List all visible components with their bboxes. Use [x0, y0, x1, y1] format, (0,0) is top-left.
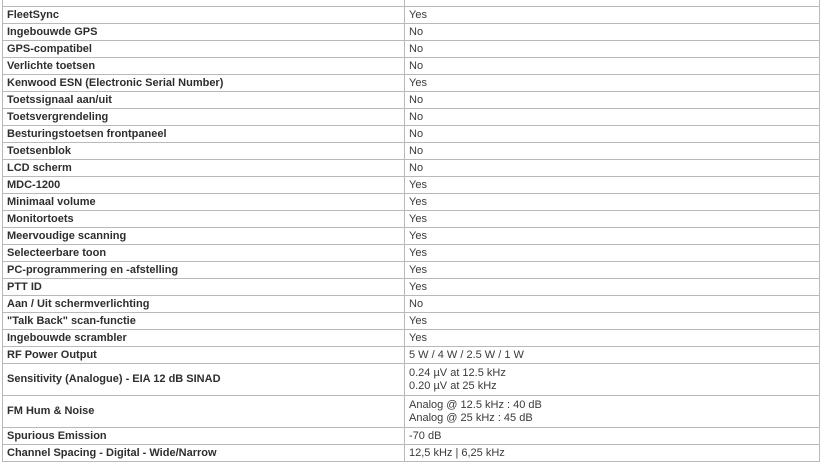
table-row [3, 211, 820, 228]
spec-value [405, 58, 820, 75]
table-row [3, 92, 820, 109]
specifications-table [2, 0, 820, 462]
table-row [3, 7, 820, 24]
spec-value [405, 364, 820, 396]
spec-table-container [2, 0, 820, 462]
table-row [3, 75, 820, 92]
spec-label: LCD scherm [3, 160, 405, 177]
spec-value [405, 279, 820, 296]
spec-value-line: Yes [409, 178, 427, 191]
spec-label: Toetssignaal aan/uit [3, 92, 405, 109]
spec-label: Selecteerbare toon [3, 245, 405, 262]
spec-value-line: Yes [409, 280, 427, 293]
spec-label: GPS-compatibel [3, 41, 405, 58]
specifications-table-body [3, 0, 820, 462]
spec-value-line: Yes [409, 331, 427, 344]
spec-value-line: No [409, 59, 424, 72]
spec-label: Ingebouwde GPS [3, 24, 405, 41]
spec-value-line: -70 dB [409, 429, 442, 442]
spec-value [405, 160, 820, 177]
table-row [3, 109, 820, 126]
spec-value [405, 41, 820, 58]
spec-value [405, 313, 820, 330]
table-row [3, 330, 820, 347]
table-row [3, 445, 820, 462]
spec-value-line: No [409, 42, 424, 55]
spec-value-line: Yes [409, 76, 427, 89]
spec-value [405, 396, 820, 428]
spec-label: Besturingstoetsen frontpaneel [3, 126, 405, 143]
table-row [3, 126, 820, 143]
spec-label: Spurious Emission [3, 428, 405, 445]
spec-value-line: Yes [409, 229, 427, 242]
spec-value-line: No [409, 93, 424, 106]
table-row [3, 228, 820, 245]
table-row [3, 364, 820, 396]
spec-value [405, 262, 820, 279]
spec-label: MDC-1200 [3, 177, 405, 194]
spec-value [405, 211, 820, 228]
spec-label: Kenwood ESN (Electronic Serial Number) [3, 75, 405, 92]
spec-value [405, 194, 820, 211]
spec-value [405, 330, 820, 347]
spec-label: Sensitivity (Analogue) - EIA 12 dB SINAD [3, 364, 405, 396]
table-row [3, 279, 820, 296]
spec-value-line: No [409, 110, 424, 123]
spec-label: PTT ID [3, 279, 405, 296]
table-row [3, 245, 820, 262]
table-row [3, 160, 820, 177]
spec-value-line: Yes [409, 195, 427, 208]
spec-value-line: 0.20 µV at 25 kHz [409, 379, 497, 392]
spec-label: Ingebouwde scrambler [3, 330, 405, 347]
table-row [3, 194, 820, 211]
spec-label: Toetsenblok [3, 143, 405, 160]
spec-value [405, 109, 820, 126]
spec-value-line: 5 W / 4 W / 2.5 W / 1 W [409, 348, 524, 361]
spec-value [405, 126, 820, 143]
spec-value-line: No [409, 127, 424, 140]
spec-value-line: No [409, 144, 424, 157]
spec-label: Monitortoets [3, 211, 405, 228]
table-row [3, 58, 820, 75]
spec-label: Verlichte toetsen [3, 58, 405, 75]
table-row [3, 347, 820, 364]
spec-value-line: Yes [409, 314, 427, 327]
spec-label: "Talk Back" scan-functie [3, 313, 405, 330]
spec-label: Meervoudige scanning [3, 228, 405, 245]
table-row [3, 396, 820, 428]
table-row [3, 262, 820, 279]
table-row [3, 296, 820, 313]
table-row [3, 24, 820, 41]
spec-label: FleetSync [3, 7, 405, 24]
spec-label: Channel Spacing - Digital - Wide/Narrow [3, 445, 405, 462]
spec-value [405, 296, 820, 313]
table-row [3, 177, 820, 194]
spec-value [405, 92, 820, 109]
spec-value [405, 228, 820, 245]
spec-value [405, 24, 820, 41]
spec-value-line: Yes [409, 263, 427, 276]
spec-label: Aan / Uit schermverlichting [3, 296, 405, 313]
spec-value [405, 7, 820, 24]
spec-label: FM Hum & Noise [3, 396, 405, 428]
spec-value [405, 347, 820, 364]
spec-label: RF Power Output [3, 347, 405, 364]
spec-label: Toetsvergrendeling [3, 109, 405, 126]
table-row [3, 143, 820, 160]
spec-value [405, 177, 820, 194]
spec-value-line: No [409, 297, 424, 310]
spec-value-line: No [409, 161, 424, 174]
spec-value [405, 428, 820, 445]
spec-value [405, 75, 820, 92]
spec-value-line: Yes [409, 212, 427, 225]
spec-value-line: 0.24 µV at 12.5 kHz [409, 366, 506, 379]
spec-value-line: Analog @ 25 kHz : 45 dB [409, 411, 533, 424]
spec-label: PC-programmering en -afstelling [3, 262, 405, 279]
spec-value [405, 143, 820, 160]
spec-value-line: Yes [409, 8, 427, 21]
table-row [3, 428, 820, 445]
spec-value [405, 445, 820, 462]
table-row [3, 313, 820, 330]
spec-value-line: Yes [409, 246, 427, 259]
spec-value-line: 12,5 kHz | 6,25 kHz [409, 446, 505, 459]
spec-label: Minimaal volume [3, 194, 405, 211]
spec-value-line: Analog @ 12.5 kHz : 40 dB [409, 398, 542, 411]
table-row [3, 41, 820, 58]
spec-value-line: No [409, 25, 424, 38]
spec-value [405, 245, 820, 262]
